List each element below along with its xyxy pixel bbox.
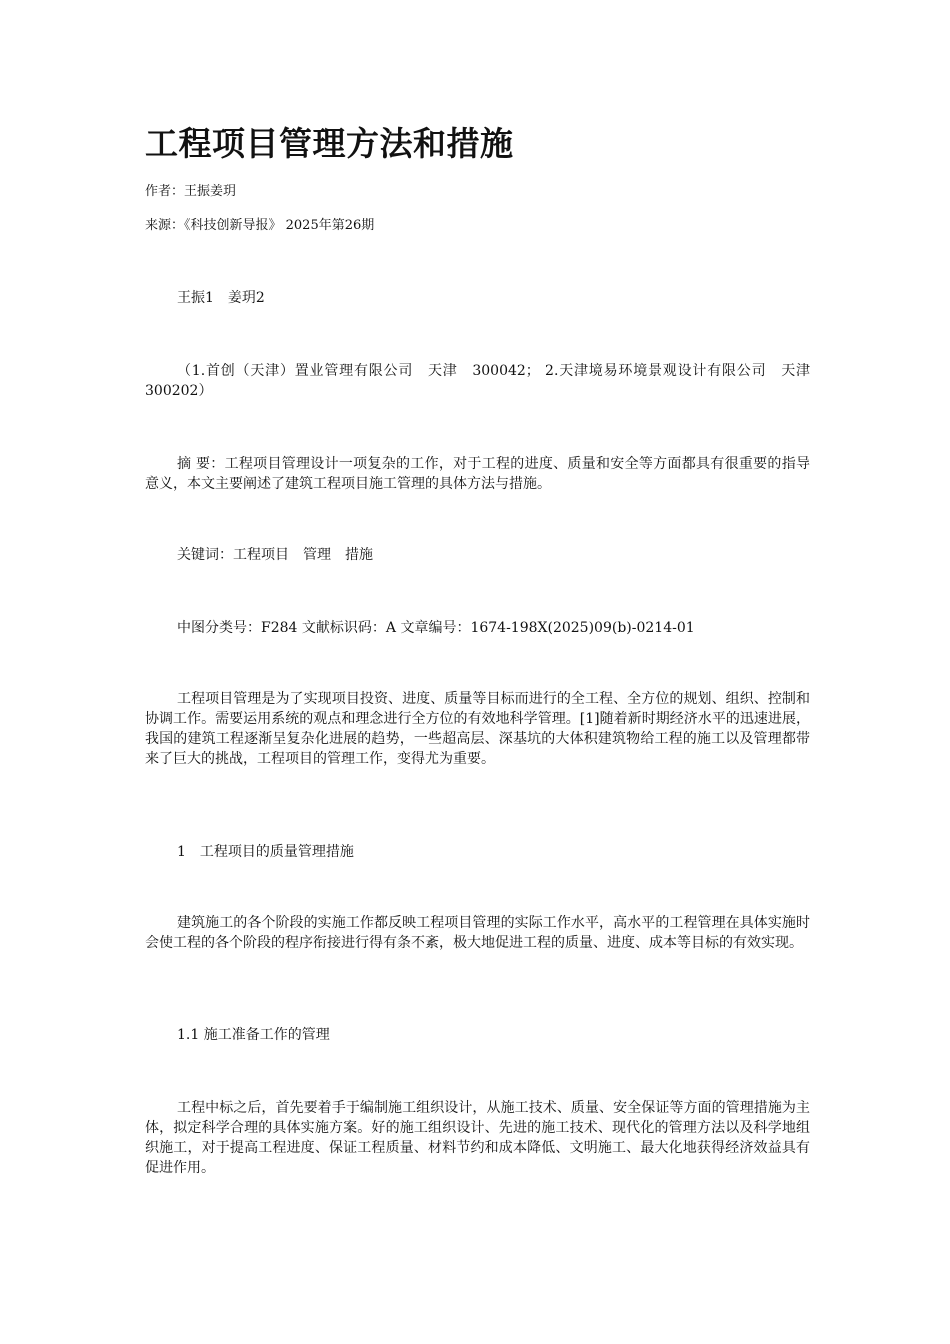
affiliations: （1.首创（天津）置业管理有限公司 天津 300042； 2.天津境易环境景观设计有限公司 天津 300202） xyxy=(145,363,824,399)
section-1-1-heading: 1.1 施工准备工作的管理 xyxy=(177,1027,330,1043)
keywords: 关键词：工程项目 管理 措施 xyxy=(177,547,373,563)
article-title: 工程项目管理方法和措施 xyxy=(145,124,514,163)
section-1-heading: 1 工程项目的质量管理措施 xyxy=(177,844,354,860)
section-1-paragraph: 建筑施工的各个阶段的实施工作都反映工程项目管理的实际工作水平，高水平的工程管理在具体实施时会使工程的各个阶段的程序衔接进行得有条不紊，极大地促进工程的质量、进度、成本等目标的有效实现。 xyxy=(145,915,810,951)
intro-paragraph: 工程项目管理是为了实现项目投资、进度、质量等目标而进行的全工程、全方位的规划、组织、控制和协调工作。需要运用系统的观点和理念进行全方位的有效地科学管理。[1]随着新时期经济水平的迅速进展，我国的建筑工程逐渐呈复杂化进展的趋势，一些超高层、深基坑的大体积建筑物给工程的施工以及管理都带来了巨大的挑战，工程项目的管理工作，变得尤为重要。 xyxy=(145,691,810,767)
abstract: 摘 要：工程项目管理设计一项复杂的工作，对于工程的进度、质量和安全等方面都具有很重要的指导意义，本文主要阐述了建筑工程项目施工管理的具体方法与措施。 xyxy=(145,456,810,492)
author-line: 作者：王振姜玥 xyxy=(145,184,237,199)
author-names: 王振1 姜玥2 xyxy=(177,290,265,306)
section-1-1-paragraph: 工程中标之后，首先要着手于编制施工组织设计，从施工技术、质量、安全保证等方面的管理措施为主体，拟定科学合理的具体实施方案。好的施工组织设计、先进的施工技术、现代化的管理方法以及科学地组织施工，对于提高工程进度、保证工程质量、材料节约和成本降低、文明施工、最大化地获得经济效益具有促进作用。 xyxy=(145,1100,810,1176)
classification: 中图分类号：F284 文献标识码：A 文章编号：1674-198X(2025)09(b)-0214-01 xyxy=(177,620,695,636)
source-line: 来源：《科技创新导报》 2025年第26期 xyxy=(145,218,375,233)
